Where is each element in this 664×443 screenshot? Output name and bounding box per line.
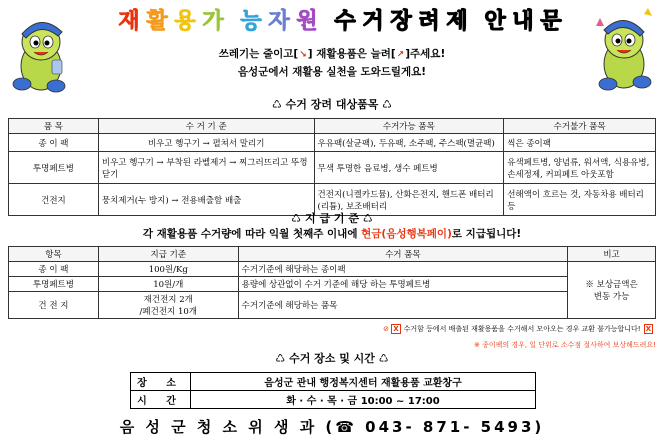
pay-table xyxy=(8,246,656,319)
pay-notice xyxy=(0,226,664,241)
pay-rate-cell: 10원/개 xyxy=(98,277,238,292)
table-row xyxy=(9,134,656,152)
recycle-icon: ♺ xyxy=(362,212,373,225)
pay-item-cell: 종 이 팩 xyxy=(9,262,99,277)
impossible-cell: 유색페트병, 양념류, 워셔액, 식용유병, 손세정제, 커피페트 아웃포함 xyxy=(504,152,656,184)
arrow-down-icon: ↘ xyxy=(299,50,307,60)
note-no-exchange xyxy=(383,324,656,334)
intro-line1-a: 쓰레기는 줄이고[ xyxy=(218,48,299,60)
impossible-cell: 씩은 종이팩 xyxy=(504,134,656,152)
criteria-cell: 비우고 헹구기 → 펼쳐서 말리기 xyxy=(98,134,314,152)
x-box-icon: X xyxy=(393,325,399,333)
note2-text: ※ 종이팩의 경우, 일 단위로 소수점 절사하여 보상해드려요! xyxy=(474,341,656,349)
criteria-cell: 비우고 헹구기 → 부착된 라벨제거 → 찌그러뜨리고 뚜껑 닫기 xyxy=(98,152,314,184)
title-char xyxy=(472,7,480,37)
items-header-impossible: 수거불가 품목 xyxy=(504,119,656,134)
remark-line1: ※ 보상금액은 xyxy=(585,280,638,290)
title-char: 안 xyxy=(484,9,506,34)
recycle-icon: ♺ xyxy=(275,352,286,365)
title-char: 가 xyxy=(202,9,224,34)
table-row xyxy=(9,262,656,277)
intro-line1-c: ]주세요! xyxy=(405,48,446,60)
intro-text xyxy=(0,46,664,81)
recycle-icon: ♺ xyxy=(271,98,282,111)
recycle-icon: ♺ xyxy=(382,98,393,111)
intro-line1-b: ] 재활용품은 늘려[ xyxy=(307,48,396,60)
items-table xyxy=(8,118,656,216)
note-decimal xyxy=(474,340,656,350)
x-box-icon: X xyxy=(645,325,651,333)
pay-header-item: 항목 xyxy=(9,247,99,262)
intro-line2: 음성군에서 재활용 실천을 도와드릴게요! xyxy=(237,66,427,78)
title-char: 용 xyxy=(174,9,196,34)
possible-cell: 무색 투명한 음료병, 생수 페트병 xyxy=(314,152,504,184)
pay-desc-cell: 수거기준에 해당하는 종이팩 xyxy=(238,262,567,277)
pay-rate-cell xyxy=(98,292,238,319)
items-header-item: 품 목 xyxy=(9,119,99,134)
remark-line2: 변동 가능 xyxy=(593,292,630,302)
title-char: 내 xyxy=(512,9,534,34)
place-section-title-text: 수거 장소 및 시간 xyxy=(289,352,375,365)
pay-section-title-text: 지 급 기 준 xyxy=(305,212,359,225)
pay-header-desc: 수거 품목 xyxy=(238,247,567,262)
title-char xyxy=(322,7,330,37)
pay-header-rate: 지급 기준 xyxy=(98,247,238,262)
table-row xyxy=(131,391,536,409)
title-char: 수 xyxy=(334,9,356,34)
place-label: 장 소 xyxy=(131,373,191,391)
pay-notice-highlight: 현금(음성행복페이) xyxy=(361,228,452,240)
table-row xyxy=(131,373,536,391)
recycle-icon: ♺ xyxy=(378,352,389,365)
pay-notice-b: 로 지급됩니다! xyxy=(451,228,522,240)
place-section-title xyxy=(0,350,664,366)
time-label: 시 간 xyxy=(131,391,191,409)
pay-header-remark: 비고 xyxy=(568,247,656,262)
arrow-up-icon: ↗ xyxy=(396,50,405,60)
title-char: 자 xyxy=(268,9,290,34)
place-value: 음성군 관내 행정복지센터 재활용품 교환창구 xyxy=(191,373,536,391)
pay-desc-cell: 용량에 상관없이 수거 기준에 해당 하는 투명페트병 xyxy=(238,277,567,292)
title-char: 문 xyxy=(540,9,562,34)
items-header-criteria: 수 거 기 준 xyxy=(98,119,314,134)
time-value: 화 · 수 · 목 · 금 10:00 ~ 17:00 xyxy=(191,391,536,409)
title-char: 재 xyxy=(118,9,140,34)
title-char: 거 xyxy=(362,9,384,34)
contact-info: 음 성 군 청 소 위 생 과 (☎ 043- 871- 5493) xyxy=(119,418,545,436)
possible-cell: 우유팩(살균팩), 두유팩, 소주팩, 주스팩(멸균팩) xyxy=(314,134,504,152)
page-title xyxy=(80,4,600,40)
pay-rate-line2: /폐건전지 10개 xyxy=(139,307,197,317)
items-section-title-text: 수거 장려 대상품목 xyxy=(285,98,379,111)
item-cell: 투명페트병 xyxy=(9,152,99,184)
pay-desc-cell: 수거기준에 해당하는 품목 xyxy=(238,292,567,319)
item-cell: 건전지 xyxy=(9,184,99,216)
impossible-cell: 선해액이 흐르는 것, 자동차용 배터리 등 xyxy=(504,184,656,216)
title-char: 제 xyxy=(446,9,468,34)
pay-item-cell: 건 전 지 xyxy=(9,292,99,319)
title-char xyxy=(228,7,236,37)
title-char: 원 xyxy=(296,9,318,34)
no-symbol-icon: ⊘ xyxy=(383,325,389,333)
title-char: 능 xyxy=(240,9,262,34)
pay-notice-a: 각 재활용품 수거량에 따라 익월 첫째주 이내에 xyxy=(142,228,362,240)
pay-item-cell: 투명페트병 xyxy=(9,277,99,292)
table-row xyxy=(9,292,656,319)
title-char: 장 xyxy=(390,9,412,34)
criteria-cell: 뭉치제거(누 방지) → 전용배출함 배출 xyxy=(98,184,314,216)
recycle-icon: ♺ xyxy=(291,212,302,225)
table-row xyxy=(9,277,656,292)
title-char: 려 xyxy=(418,9,440,34)
place-table xyxy=(130,372,536,409)
possible-cell: 건전지(니켈카드뮴), 산화은전지, 핸드폰 배터리(리튬), 보조배터리 xyxy=(314,184,504,216)
pay-remark-cell xyxy=(568,262,656,319)
items-section-title xyxy=(0,96,664,112)
pay-rate-line1: 재건전지 2개 xyxy=(143,295,193,305)
item-cell: 종 이 팩 xyxy=(9,134,99,152)
pay-rate-cell: 100원/Kg xyxy=(98,262,238,277)
items-header-possible: 수거가능 품목 xyxy=(314,119,504,134)
pay-section-title xyxy=(0,210,664,226)
table-row xyxy=(9,152,656,184)
note1-text: 수거함 등에서 배출된 재활용품을 수거해서 모아오는 경우 교환 불가능합니다! xyxy=(403,325,641,333)
title-char: 활 xyxy=(146,9,168,34)
